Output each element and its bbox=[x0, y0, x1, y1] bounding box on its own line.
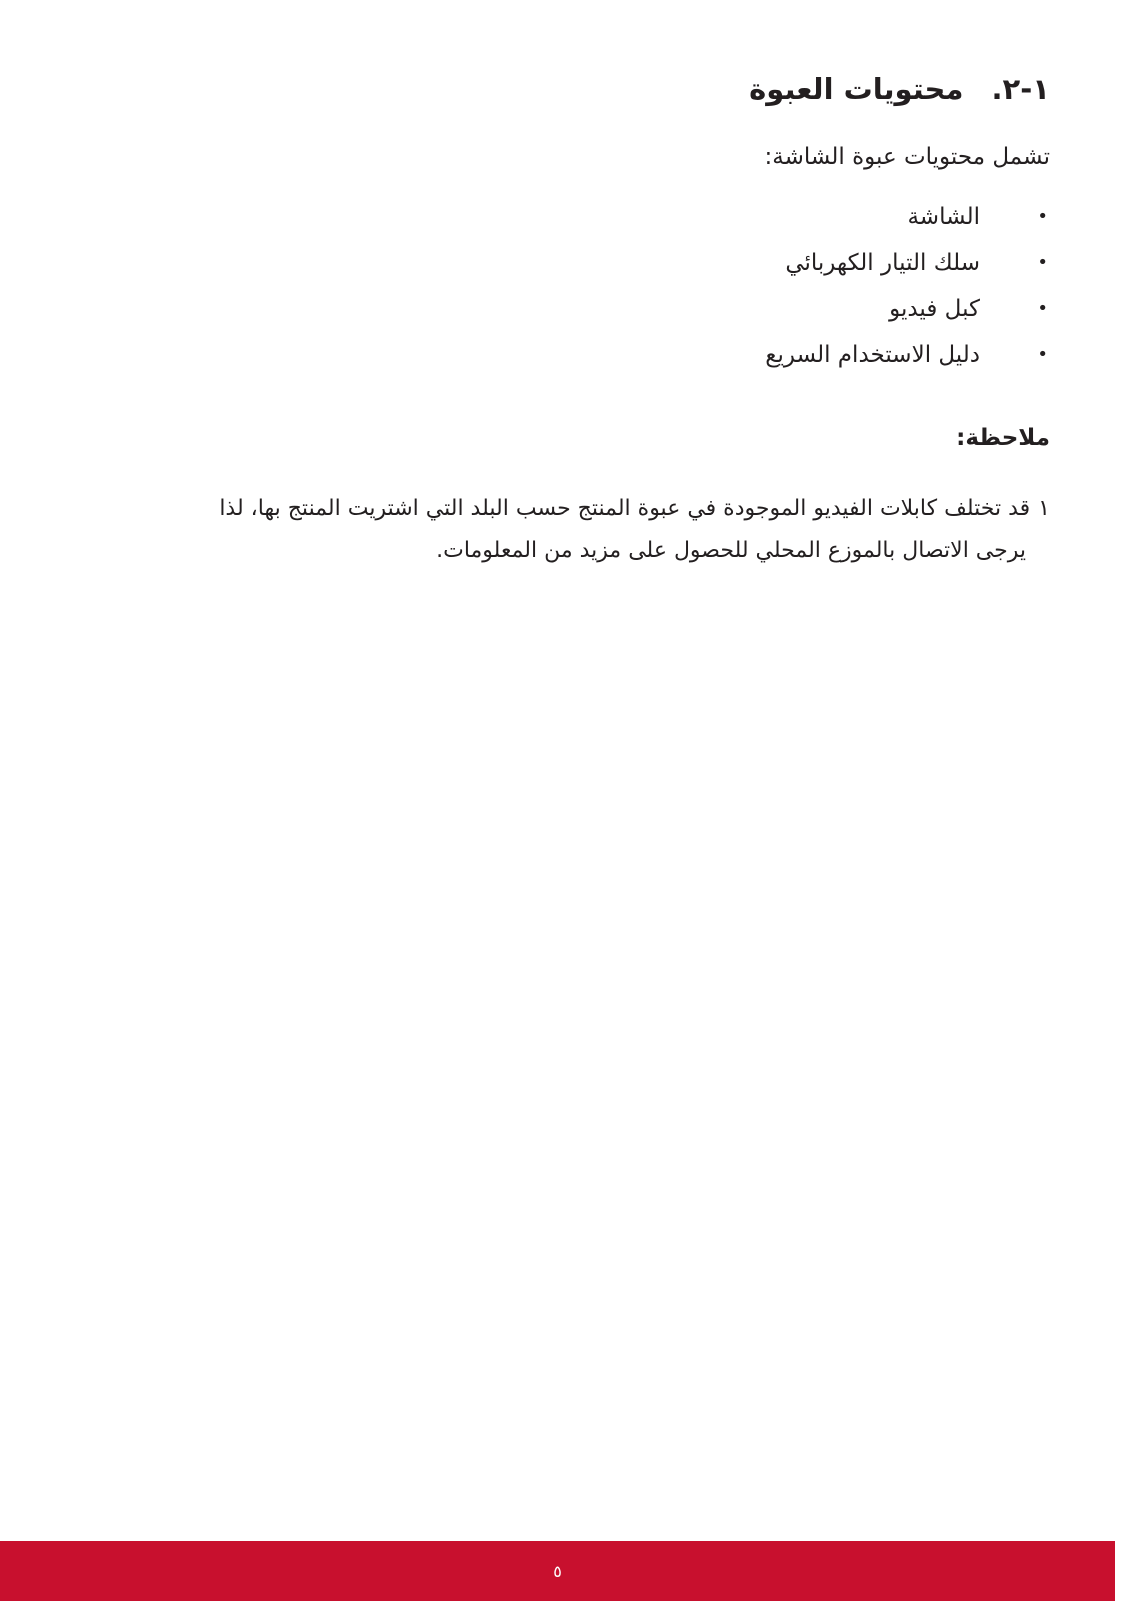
list-item bbox=[765, 338, 1050, 384]
bullet-icon: • bbox=[1037, 252, 1048, 273]
list-item-label: دليل الاستخدام السريع bbox=[765, 342, 980, 368]
list-item bbox=[765, 200, 1050, 246]
package-contents-list bbox=[765, 200, 1050, 384]
page-number: ٥ bbox=[553, 1561, 562, 1581]
bullet-icon: • bbox=[1037, 344, 1048, 365]
bullet-icon: • bbox=[1037, 206, 1048, 227]
note-title: ملاحظة: bbox=[956, 425, 1050, 451]
list-item-label: سلك التيار الكهربائي bbox=[785, 250, 980, 276]
note-line-1 bbox=[120, 488, 1050, 530]
note-line-1-text: قد تختلف كابلات الفيديو الموجودة في عبوة المنتج حسب البلد التي اشتريت المنتج بها، لذا bbox=[219, 496, 1031, 521]
note-body bbox=[120, 488, 1050, 572]
section-title: محتويات العبوة bbox=[749, 72, 964, 106]
footer-bar bbox=[0, 1541, 1115, 1601]
list-item-label: الشاشة bbox=[907, 204, 980, 230]
note-index: ١ bbox=[1038, 496, 1050, 521]
section-number: ١-٢. bbox=[991, 72, 1050, 106]
list-item bbox=[765, 246, 1050, 292]
bullet-icon: • bbox=[1037, 298, 1048, 319]
list-item-label: كبل فيديو bbox=[889, 296, 980, 322]
list-item bbox=[765, 292, 1050, 338]
section-heading bbox=[749, 72, 1050, 106]
intro-text: تشمل محتويات عبوة الشاشة: bbox=[764, 144, 1050, 170]
note-line-2: يرجى الاتصال بالموزع المحلي للحصول على مزيد من المعلومات. bbox=[436, 538, 1026, 563]
